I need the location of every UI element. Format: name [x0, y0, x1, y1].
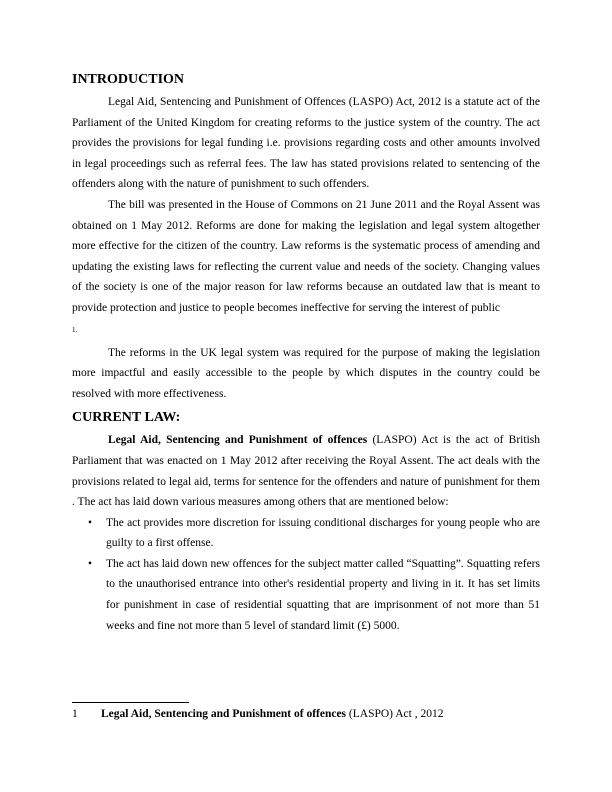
bullet-icon: •: [88, 516, 93, 529]
footnote-separator: [72, 702, 189, 703]
act-name-bold: Legal Aid, Sentencing and Punishment of offences: [108, 434, 368, 447]
footnote-text: (LASPO) Act , 2012: [346, 708, 444, 720]
footnote-dot: .: [75, 325, 78, 334]
intro-paragraph-1: Legal Aid, Sentencing and Punishment of Offences (LASPO) Act, 2012 is a statute act of the Parliament of the United Kingdom for creating reforms to the justice system of the country. The act provides the provisions for legal funding i.e. provisions regarding costs and other amounts involved in legal proceedings such as referral fees. The law has stated provisions related to sentencing of the offenders along with the nature of punishment to such offenders.: [72, 96, 540, 191]
document-body: [72, 70, 540, 636]
intro-paragraph-3: The reforms in the UK legal system was required for the purpose of making the legislation more impactful and easily accessible to the people by which disputes in the country could be resolved with more effectiveness.: [72, 346, 540, 400]
current-law-heading: CURRENT LAW:: [72, 410, 181, 426]
bullet-icon: •: [88, 557, 93, 570]
footnote-reference[interactable]: [72, 325, 540, 337]
list-item: [72, 513, 540, 554]
footnote: [72, 706, 540, 722]
list-item-text: The act provides more discretion for issuing conditional discharges for young people who are guilty to a first offense.: [106, 516, 540, 550]
current-law-text: (LASPO) Act is the act of British Parliament that was enacted on 1 May 2012 after receiving the Royal Assent. The act deals with the provisions related to legal aid, terms for sentence for the offenders and nature of punishment for them . The act has laid down various measures among others that are mentioned below:: [72, 434, 540, 509]
introduction-heading: INTRODUCTION: [72, 72, 185, 87]
footnote-marker[interactable]: 1: [72, 325, 76, 334]
list-item: [72, 554, 540, 636]
footnote-number: 1: [72, 708, 78, 720]
current-law-paragraph: [72, 430, 540, 512]
footnote-bold-title: Legal Aid, Sentencing and Punishment of offences: [101, 708, 347, 720]
intro-paragraph-2: The bill was presented in the House of Commons on 21 June 2011 and the Royal Assent was obtained on 1 May 2012. Reforms are done for making the legislation and legal system altogether more effective for the citizen of the country. Law reforms is the systematic process of amending and updating the existing laws for reflecting the current value and needs of the society. Changing values of the society is one of the major reason for law reforms because an outdated law that is meant to provide protection and justice to people becomes ineffective for serving the interest of public: [72, 198, 540, 314]
list-item-text: The act has laid down new offences for the subject matter called “Squatting”. Squatting refers to the unauthorised entrance into other's residential property and living in it. It has set limits for punishment in case of residential squatting that are imprisonment of not more than 51 weeks and fine not more than 5 level of standard limit (£) 5000.: [106, 557, 540, 632]
measures-list: [72, 513, 540, 637]
